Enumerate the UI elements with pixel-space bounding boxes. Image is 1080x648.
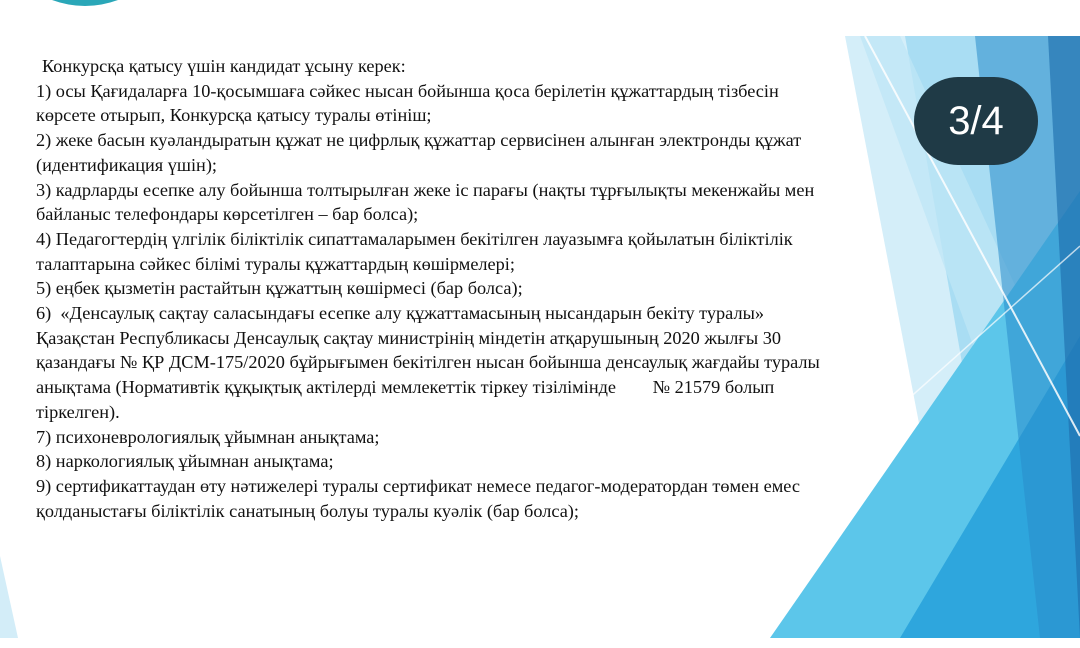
header-decoration — [0, 0, 1080, 36]
list-item: 6) «Денсаулық сақтау саласындағы есепке алу құжаттамасының нысандарын бекіту туралы» Қазақстан Республикасы Денсаулық сақтау министрінің міндетін атқарушының 2020 жылғы 30 қазандағы № ҚР ДСМ-175/2020 бұйрығымен бекітілген нысан бойынша денсаулық жағдайы туралы анықтама (Нормативтік құқықтық актілерді мемлекеттік тіркеу тізілімінде № 21579 болып тіркелген). — [36, 303, 825, 422]
slide-content — [36, 54, 836, 523]
list-item: 1) осы Қағидаларға 10-қосымшаға сәйкес нысан бойынша қоса берілетін құжаттардың тізбесін көрсете отырып, Конкурсқа қатысу туралы өтініш; — [36, 80, 784, 126]
list-item: 9) сертификаттаудан өту нәтижелері туралы сертификат немесе педагог-модератордан төмен емес қолданыстағы біліктілік санатының болуы туралы куәлік (бар болса); — [36, 475, 805, 521]
list-item: 5) еңбек қызметін растайтын құжаттың көшірмесі (бар болса); — [36, 278, 523, 299]
bottom-strip — [0, 638, 1080, 648]
list-item: 3) кадрларды есепке алу бойынша толтырылған жеке іс парағы (нақты тұрғылықты мекенжайы мен байланыс телефондары көрсетілген – бар болса); — [36, 179, 819, 225]
list-item: 7) психоневрологиялық ұйымнан анықтама; — [36, 426, 380, 447]
page-indicator-badge: 3/4 — [914, 77, 1038, 165]
slide — [0, 36, 1080, 638]
list-item: 4) Педагогтердің үлгілік біліктілік сипаттамаларымен бекітілген лауазымға қойылатын біліктілік талаптарына сәйкес білімі туралы құжаттардың көшірмелері; — [36, 228, 798, 274]
list-item: 8) наркологиялық ұйымнан анықтама; — [36, 451, 334, 472]
list-item: 2) жеке басын куәландыратын құжат не цифрлық құжаттар сервисінен алынған электронды құжат (идентификация үшін); — [36, 130, 806, 175]
intro-text: Конкурсқа қатысу үшін кандидат ұсыну керек: — [42, 56, 406, 76]
top-strip — [0, 0, 1080, 37]
